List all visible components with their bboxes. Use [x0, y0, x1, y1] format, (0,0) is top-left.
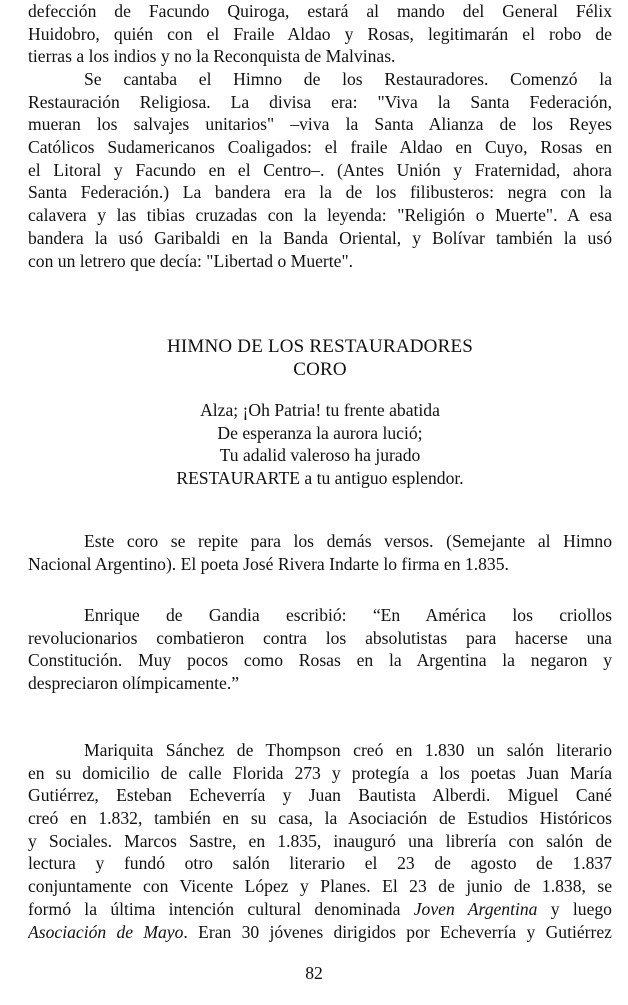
verse-line: Alza; ¡Oh Patria! tu frente abatida	[200, 400, 440, 420]
text-line: calavera y las tibias cruzadas con la leyenda: "Religión o Muerte". A esa	[28, 205, 612, 226]
text-line: Huidobro, quién con el Fraile Aldao y Rosas, legitimarán el robo de	[28, 23, 612, 44]
text-line: Enrique de Gandia escribió: “En América los criollos	[84, 605, 612, 625]
italic-title: Joven Argentina	[413, 898, 538, 919]
text-line: Nacional Argentino). El poeta José Rivera Indarte lo firma en 1.835.	[28, 553, 509, 574]
paragraph-2	[28, 68, 612, 272]
verse-line: Tu adalid valeroso ha jurado	[219, 445, 421, 466]
text-line: Mariquita Sánchez de Thompson creó en 1.830 un salón literario	[84, 740, 612, 760]
text-line: defección de Facundo Quiroga, estará al mando del General Félix	[28, 1, 612, 21]
text-line: Se cantaba el Himno de los Restauradores. Comenzó la	[84, 69, 612, 89]
text-line: en su domicilio de calle Florida 273 y protegía a los poetas Juan María	[28, 762, 612, 783]
text-line: Constitución. Muy pocos como Rosas en la Argentina la negaron y	[28, 650, 612, 671]
text-line: Restauración Religiosa. La divisa era: "Viva la Santa Federación,	[28, 91, 612, 112]
text-run: y luego	[537, 898, 612, 919]
text-line: bandera la usó Garibaldi en la Banda Oriental, y Bolívar también la usó	[28, 227, 612, 248]
italic-title: Asociación de Mayo	[28, 921, 184, 942]
verse-line: De esperanza la aurora lució;	[217, 422, 423, 443]
paragraph-5	[28, 739, 612, 943]
text-line: lectura y fundó otro salón literario el 23 de agosto de 1.837	[28, 853, 612, 874]
page-number: 82	[305, 963, 323, 983]
text-line: Este coro se repite para los demás versos. (Semejante al Himno	[84, 531, 612, 551]
text-line: el Litoral y Facundo en el Centro–. (Antes Unión y Fraternidad, ahora	[28, 159, 612, 180]
hymn-heading	[28, 336, 612, 381]
verse-rest: a tu antiguo esplendor.	[299, 468, 464, 489]
text-line: Santa Federación.) La bandera era la de los filibusteros: negra con la	[28, 182, 612, 203]
verse-line	[28, 467, 612, 490]
text-line: Católicos Sudamericanos Coaligados: el fraile Aldao en Cuyo, Rosas en	[28, 137, 612, 158]
paragraph-4	[28, 604, 612, 695]
text-line: mueran los salvajes unitarios" –viva la Santa Alianza de los Reyes	[28, 114, 612, 135]
text-line: tierras a los indios y no la Reconquista de Malvinas.	[28, 46, 396, 67]
hymn-chorus	[28, 399, 612, 490]
text-line: con un letrero que decía: "Libertad o Muerte".	[28, 250, 354, 271]
text-line: revolucionarios combatieron contra los absolutistas para hacerse una	[28, 627, 612, 648]
paragraph-3	[28, 530, 612, 575]
text-line	[28, 921, 612, 944]
text-line: conjuntamente con Vicente López y Planes. El 23 de junio de 1.838, se	[28, 876, 612, 897]
text-line: despreciaron olímpicamente.”	[28, 673, 240, 694]
hymn-subtitle: CORO	[293, 358, 347, 380]
text-line: creó en 1.832, también en su casa, la Asociación de Estudios Históricos	[28, 808, 612, 829]
hymn-title: HIMNO DE LOS RESTAURADORES	[166, 336, 474, 357]
text-line: y Sociales. Marcos Sastre, en 1.835, inauguró una librería con salón de	[28, 830, 612, 851]
text-line	[28, 898, 612, 921]
text-run: . Eran 30 jóvenes dirigidos por Echeverría y Gutiérrez	[183, 921, 612, 942]
text-run: formó la última intención cultural denominada	[28, 898, 414, 919]
text-line: Gutiérrez, Esteban Echeverría y Juan Bautista Alberdi. Miguel Cané	[28, 785, 612, 806]
verse-caps-word: RESTAURARTE	[176, 468, 300, 489]
paragraph-1	[28, 0, 612, 68]
